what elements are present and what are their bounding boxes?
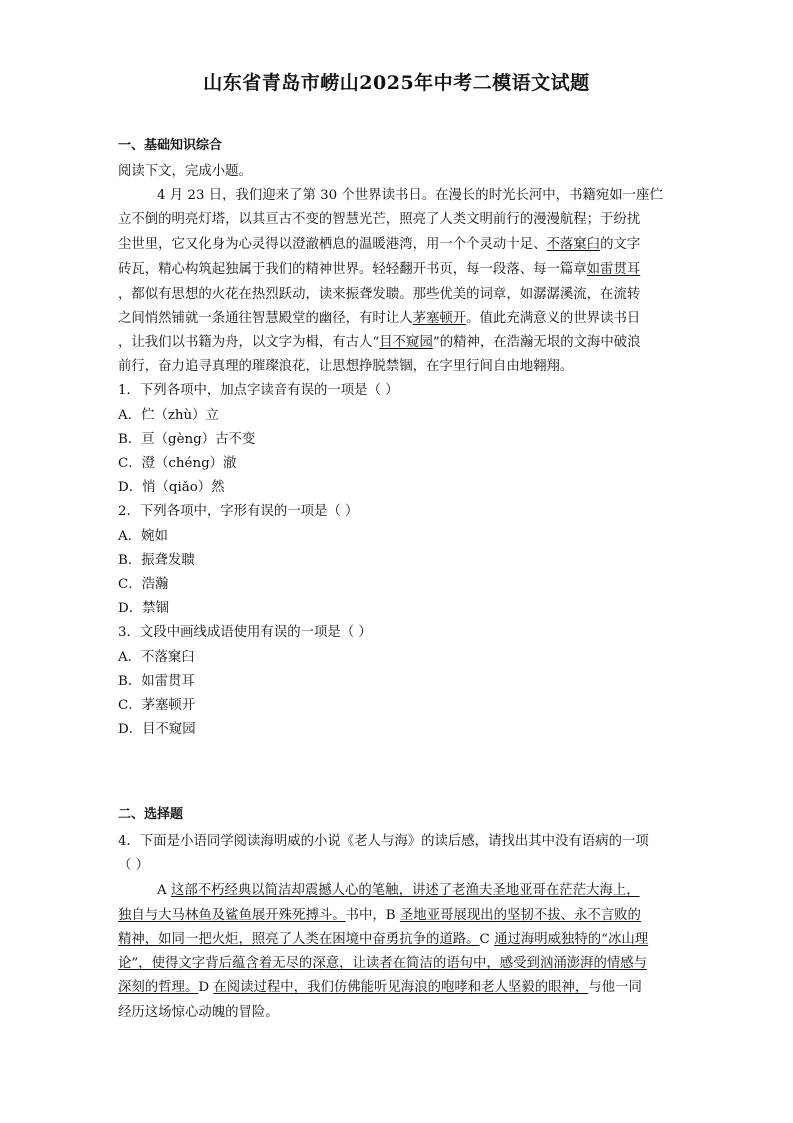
question-4-stem-paren: （ ） xyxy=(118,858,150,873)
essay-line xyxy=(118,955,647,973)
text-span: 的文字 xyxy=(600,237,641,252)
text-span: 尘世里，它又化身为心灵得以澄澈栖息的温暖港湾，用一个个灵动十足、 xyxy=(118,237,547,252)
text-span: C xyxy=(479,932,495,947)
question-3-option-c: C．茅塞顿开 xyxy=(118,698,196,713)
text-span: A xyxy=(157,883,171,898)
question-2-option-a: A．婉如 xyxy=(118,529,168,544)
essay-line xyxy=(118,979,642,997)
passage-line: 立不倒的明亮灯塔，以其亘古不变的智慧光芒，照亮了人类文明前行的漫漫航程；于纷扰 xyxy=(118,212,641,227)
passage-line: 4 月 23 日，我们迎来了第 30 个世界读书日。在漫长的时光长河中，书籍宛如一座伫 xyxy=(157,188,663,203)
instruction-text: 阅读下文，完成小题。 xyxy=(118,164,252,179)
passage-line xyxy=(118,334,641,352)
text-span: 与他一同 xyxy=(588,980,642,995)
text-span: ，让我们以书籍为舟，以文字为楫，有古人“ xyxy=(118,335,380,350)
underlined-sentence-a: 这部不朽经典以简洁却震撼人心的笔触，讲述了老渔夫圣地亚哥在茫茫大海上， xyxy=(170,883,640,898)
text-span: 。值此充满意义的世界读书日 xyxy=(466,311,641,326)
underlined-idiom: 茅塞顿开 xyxy=(412,311,467,326)
text-span: D xyxy=(198,980,214,995)
underlined-sentence-a: 独自与大马林鱼及鲨鱼展开殊死搏斗。 xyxy=(118,908,346,923)
text-span: 之间悄然铺就一条通往智慧殿堂的幽径，有时让人 xyxy=(118,311,413,326)
essay-line xyxy=(118,907,641,925)
essay-line xyxy=(118,931,648,949)
underlined-sentence-c: 论”，使得文字背后蕴含着无尽的深意，让读者在简洁的语句中，感受到汹涌澎湃的情感与 xyxy=(118,956,648,971)
question-1-option-a: A．伫（zhù）立 xyxy=(118,408,219,423)
passage-line: ，都似有思想的火花在热烈跃动，读来振聋发聩。那些优美的词章，如潺潺溪流，在流转 xyxy=(118,287,641,302)
underlined-sentence-b: 精神，如同一把火炬，照亮了人类在困境中奋勇抗争的道路。 xyxy=(118,932,480,947)
question-3-option-d: D．目不窥园 xyxy=(118,722,196,737)
essay-line: 经历这场惊心动魄的冒险。 xyxy=(118,1005,279,1020)
question-1-option-c: C．澄（chéng）澈 xyxy=(118,456,237,471)
question-2-option-b: B．振聋发聩 xyxy=(118,553,195,568)
question-3-stem: 3．文段中画线成语使用有误的一项是（ ） xyxy=(118,625,372,640)
underlined-idiom: 不落窠臼 xyxy=(546,237,601,252)
question-1-option-d: D．悄（qiǎo）然 xyxy=(118,480,225,495)
text-span: 砖瓦，精心构筑起独属于我们的精神世界。轻轻翻开书页，每一段落、每一篇章 xyxy=(118,262,587,277)
underlined-sentence-c: 通过海明威独特的“冰山理 xyxy=(494,932,649,947)
question-1-stem: 1．下列各项中，加点字读音有误的一项是（ ） xyxy=(118,383,399,398)
passage-line xyxy=(118,236,640,254)
question-2-option-c: C．浩瀚 xyxy=(118,577,169,592)
question-1-option-b: B．亘（gèng）古不变 xyxy=(118,432,256,447)
page-title: 山东省青岛市崂山2025年中考二模语文试题 xyxy=(203,72,590,94)
section-heading-1: 一、基础知识综合 xyxy=(118,138,223,153)
question-3-option-b: B．如雷贯耳 xyxy=(118,674,195,689)
question-4-stem: 4．下面是小语同学阅读海明威的小说《老人与海》的读后感，请找出其中没有语病的一项 xyxy=(118,834,649,849)
question-2-option-d: D．禁锢 xyxy=(118,601,169,616)
essay-line xyxy=(157,882,640,900)
passage-line xyxy=(118,261,640,279)
underlined-sentence-c: 深刻的哲理。 xyxy=(118,980,199,995)
underlined-sentence-d: 在阅读过程中，我们仿佛能听见海浪的咆哮和老人坚毅的眼神， xyxy=(213,980,589,995)
underlined-idiom: 目不窥园 xyxy=(379,335,433,350)
passage-line: 前行，奋力追寻真理的璀璨浪花，让思想挣脱禁锢，在字里行间自由地翱翔。 xyxy=(118,359,574,374)
question-3-option-a: A．不落窠臼 xyxy=(118,650,195,665)
underlined-idiom: 如雷贯耳 xyxy=(586,262,641,277)
passage-line xyxy=(118,310,640,328)
text-span: ”的精神，在浩瀚无垠的文海中破浪 xyxy=(432,335,641,350)
question-2-stem: 2．下列各项中，字形有误的一项是（ ） xyxy=(118,504,359,519)
text-span: 书中，B xyxy=(345,908,400,923)
section-heading-2: 二、选择题 xyxy=(118,807,184,822)
underlined-sentence-b: 圣地亚哥展现出的坚韧不拔、永不言败的 xyxy=(399,908,641,923)
